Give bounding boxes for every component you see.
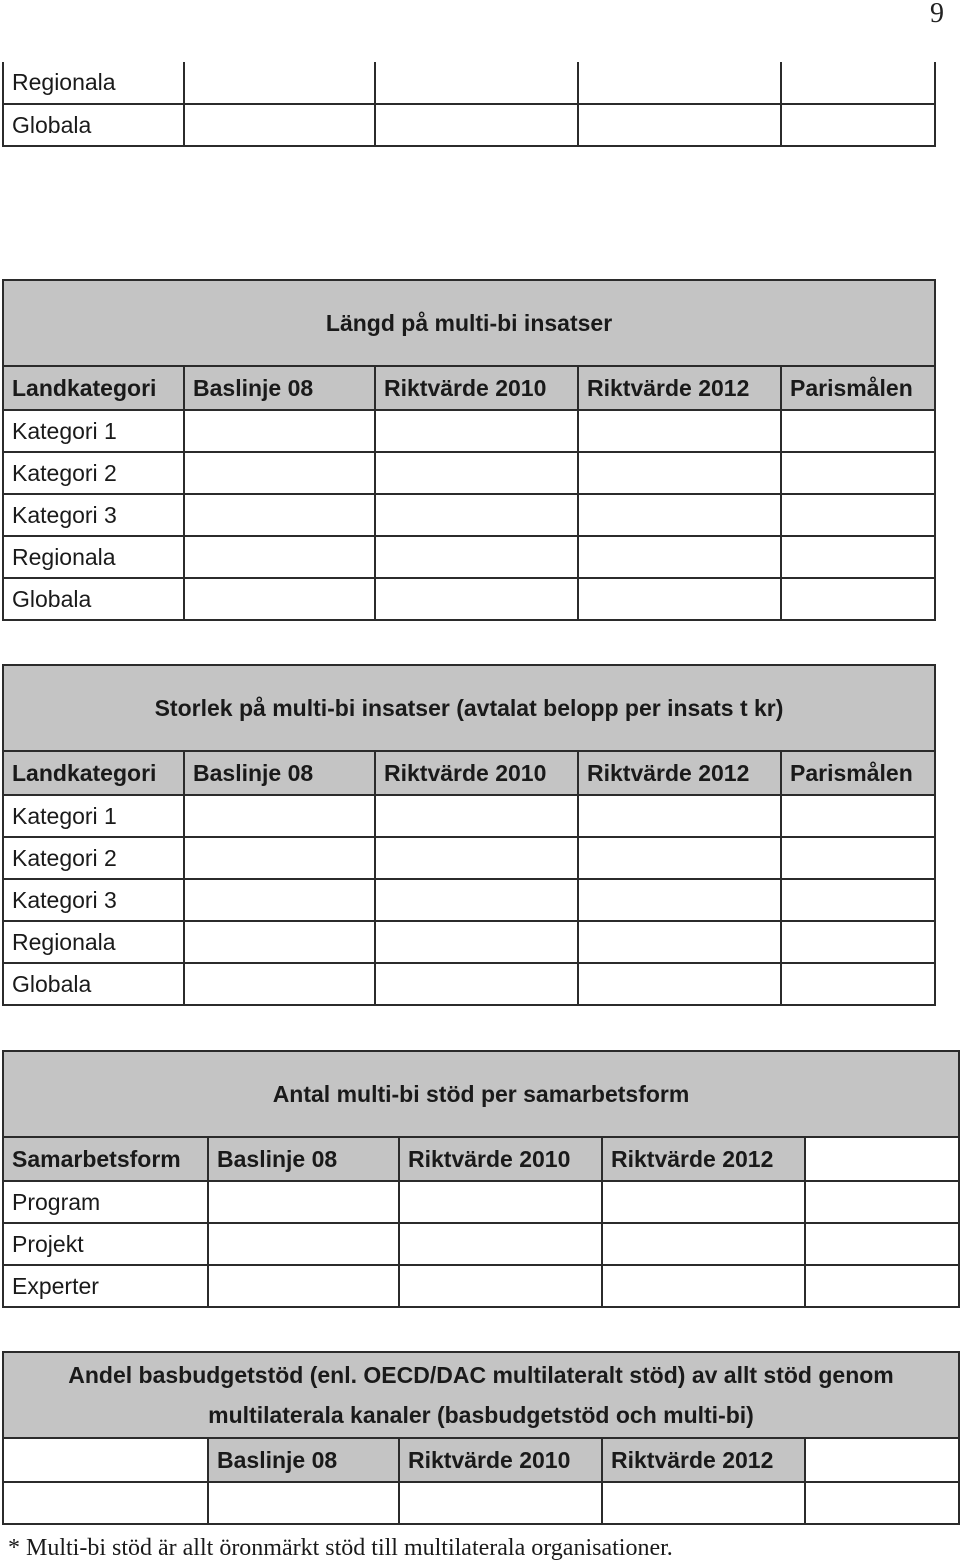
column-header: Landkategori xyxy=(3,751,184,795)
table-cell xyxy=(602,1181,805,1223)
row-label: Projekt xyxy=(3,1223,208,1265)
table-cell xyxy=(375,62,578,104)
table-header-row xyxy=(3,1137,959,1181)
table-title-row xyxy=(3,665,935,751)
storlek-table xyxy=(2,664,936,1006)
table-cell xyxy=(208,1223,399,1265)
row-label: Kategori 3 xyxy=(3,879,184,921)
table-cell xyxy=(805,1265,959,1307)
table-title: Storlek på multi-bi insatser (avtalat belopp per insats t kr) xyxy=(3,665,935,751)
column-header: Baslinje 08 xyxy=(184,366,375,410)
table-title: Antal multi-bi stöd per samarbetsform xyxy=(3,1051,959,1137)
table-header-row xyxy=(3,1438,959,1482)
table-cell xyxy=(781,62,935,104)
table-row xyxy=(3,452,935,494)
column-header: Baslinje 08 xyxy=(208,1137,399,1181)
footnote: * Multi-bi stöd är allt öronmärkt stöd till multilaterala organisationer. xyxy=(8,1535,673,1561)
row-label: Kategori 1 xyxy=(3,795,184,837)
column-header: Riktvärde 2012 xyxy=(602,1137,805,1181)
table-row xyxy=(3,62,935,104)
table-cell xyxy=(781,452,935,494)
row-label: Globala xyxy=(3,963,184,1005)
table-cell xyxy=(578,795,781,837)
table-cell xyxy=(375,104,578,146)
table-cell xyxy=(578,963,781,1005)
table-title-row xyxy=(3,1352,959,1438)
table-cell xyxy=(375,536,578,578)
table-cell xyxy=(805,1137,959,1181)
table-cell xyxy=(184,879,375,921)
table-row xyxy=(3,879,935,921)
table-cell xyxy=(208,1482,399,1524)
table-cell xyxy=(578,494,781,536)
table-cell xyxy=(781,795,935,837)
row-label: Experter xyxy=(3,1265,208,1307)
table-row xyxy=(3,1482,959,1524)
table-cell xyxy=(3,1482,208,1524)
row-label: Regionala xyxy=(3,62,184,104)
column-header: Parismålen xyxy=(781,751,935,795)
table-cell xyxy=(375,494,578,536)
table-cell xyxy=(375,879,578,921)
table-cell xyxy=(399,1181,602,1223)
table-cell xyxy=(184,494,375,536)
table-cell xyxy=(184,795,375,837)
table-cell xyxy=(602,1223,805,1265)
table-cell xyxy=(399,1265,602,1307)
table-row xyxy=(3,963,935,1005)
table-cell xyxy=(184,963,375,1005)
table-cell xyxy=(781,963,935,1005)
table-cell xyxy=(208,1265,399,1307)
table-cell xyxy=(805,1181,959,1223)
table-cell xyxy=(578,837,781,879)
table-row xyxy=(3,410,935,452)
table-cell xyxy=(184,578,375,620)
row-label: Regionala xyxy=(3,921,184,963)
table-cell xyxy=(781,879,935,921)
page-number: 9 xyxy=(930,0,944,29)
table-cell xyxy=(3,1438,208,1482)
column-header: Riktvärde 2010 xyxy=(375,751,578,795)
table-title xyxy=(3,1352,959,1438)
table-cell xyxy=(781,410,935,452)
table-row xyxy=(3,494,935,536)
table-title-line: Andel basbudgetstöd (enl. OECD/DAC multilateralt stöd) av allt stöd genom xyxy=(68,1362,894,1388)
column-header: Riktvärde 2010 xyxy=(375,366,578,410)
table-cell xyxy=(375,837,578,879)
row-label: Globala xyxy=(3,104,184,146)
column-header: Riktvärde 2012 xyxy=(602,1438,805,1482)
table-cell xyxy=(375,963,578,1005)
table-cell xyxy=(375,795,578,837)
table-cell xyxy=(781,578,935,620)
table-cell xyxy=(602,1265,805,1307)
row-label: Globala xyxy=(3,578,184,620)
table-cell xyxy=(578,410,781,452)
table-row xyxy=(3,578,935,620)
column-header: Samarbetsform xyxy=(3,1137,208,1181)
column-header: Baslinje 08 xyxy=(208,1438,399,1482)
table-cell xyxy=(375,921,578,963)
column-header: Parismålen xyxy=(781,366,935,410)
partial-table xyxy=(2,62,936,147)
table-cell xyxy=(578,578,781,620)
table-row xyxy=(3,1181,959,1223)
table-title-row xyxy=(3,280,935,366)
column-header: Riktvärde 2010 xyxy=(399,1137,602,1181)
table-cell xyxy=(184,921,375,963)
table-cell xyxy=(208,1181,399,1223)
table-cell xyxy=(602,1482,805,1524)
table-row xyxy=(3,837,935,879)
table-cell xyxy=(375,452,578,494)
table-cell xyxy=(184,104,375,146)
row-label: Kategori 2 xyxy=(3,837,184,879)
table-header-row xyxy=(3,751,935,795)
andel-table xyxy=(2,1351,960,1525)
table-row xyxy=(3,536,935,578)
table-cell xyxy=(184,62,375,104)
table-cell xyxy=(578,921,781,963)
table-cell xyxy=(184,452,375,494)
row-label: Kategori 2 xyxy=(3,452,184,494)
langd-table xyxy=(2,279,936,621)
table-cell xyxy=(578,104,781,146)
table-cell xyxy=(375,578,578,620)
table-cell xyxy=(781,921,935,963)
table-cell xyxy=(781,494,935,536)
column-header: Baslinje 08 xyxy=(184,751,375,795)
table-cell xyxy=(578,62,781,104)
table-cell xyxy=(781,536,935,578)
table-cell xyxy=(399,1223,602,1265)
antal-table xyxy=(2,1050,960,1308)
table-title-row xyxy=(3,1051,959,1137)
table-title-line: multilaterala kanaler (basbudgetstöd och multi-bi) xyxy=(208,1402,754,1428)
table-row xyxy=(3,921,935,963)
table-row xyxy=(3,795,935,837)
table-cell xyxy=(399,1482,602,1524)
table-cell xyxy=(805,1438,959,1482)
table-cell xyxy=(781,837,935,879)
row-label: Kategori 1 xyxy=(3,410,184,452)
table-row xyxy=(3,1223,959,1265)
column-header: Landkategori xyxy=(3,366,184,410)
row-label: Regionala xyxy=(3,536,184,578)
table-cell xyxy=(578,879,781,921)
table-title: Längd på multi-bi insatser xyxy=(3,280,935,366)
table-cell xyxy=(805,1223,959,1265)
table-header-row xyxy=(3,366,935,410)
table-cell xyxy=(781,104,935,146)
table-cell xyxy=(184,410,375,452)
column-header: Riktvärde 2012 xyxy=(578,366,781,410)
column-header: Riktvärde 2012 xyxy=(578,751,781,795)
row-label: Kategori 3 xyxy=(3,494,184,536)
table-row xyxy=(3,1265,959,1307)
table-cell xyxy=(578,452,781,494)
table-cell xyxy=(375,410,578,452)
table-cell xyxy=(184,536,375,578)
row-label: Program xyxy=(3,1181,208,1223)
column-header: Riktvärde 2010 xyxy=(399,1438,602,1482)
table-row xyxy=(3,104,935,146)
table-cell xyxy=(184,837,375,879)
table-cell xyxy=(805,1482,959,1524)
table-cell xyxy=(578,536,781,578)
